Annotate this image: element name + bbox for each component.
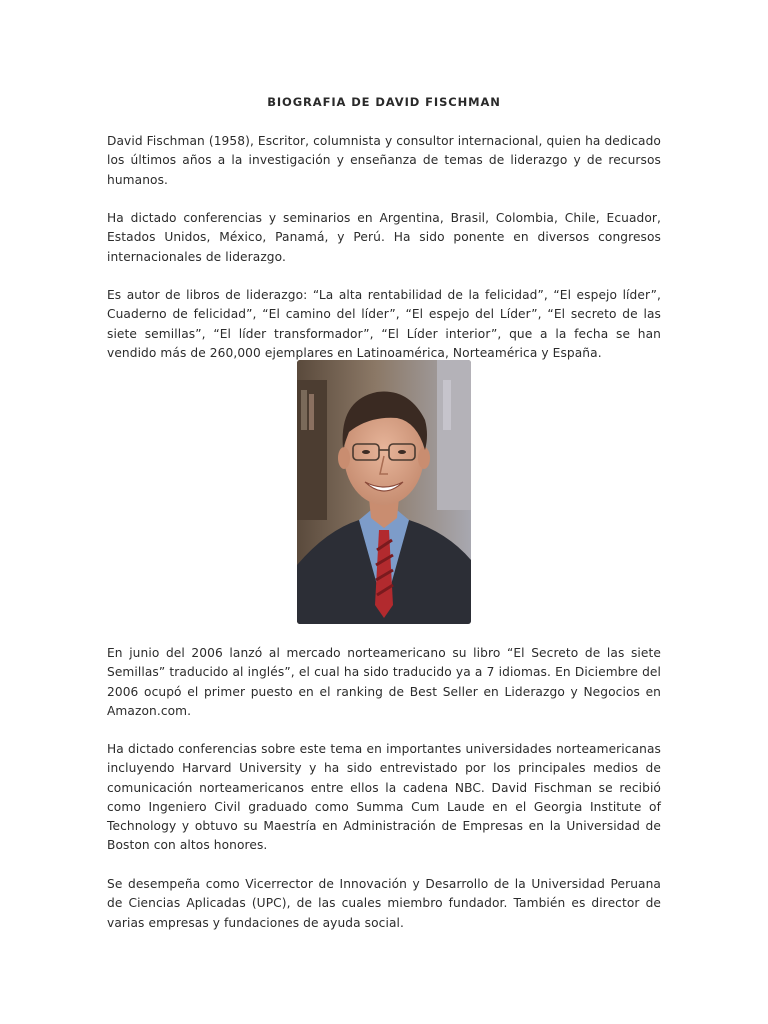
paragraph-conferences: Ha dictado conferencias y seminarios en Argentina, Brasil, Colombia, Chile, Ecuador, Estados Unidos, México, Panamá, y Perú. Ha sido ponente en diversos congresos internacionales de liderazgo. <box>107 211 661 264</box>
paragraph-book-launch: En junio del 2006 lanzó al mercado norteamericano su libro “El Secreto de las siete Semillas” traducido al inglés”, el cual ha sido traducido ya a 7 idiomas. En Diciembre del 2006 ocupó el primer puesto en el ranking de Best Seller en Liderazgo y Negocios en Amazon.com. <box>107 646 661 718</box>
paragraph-education: Ha dictado conferencias sobre este tema en importantes universidades norteamericanas incluyendo Harvard University y ha sido entrevistado por los principales medios de comunicación norteamericanos entre ellos la cadena NBC. David Fischman se recibió como Ingeniero Civil graduado como Summa Cum Laude en el Georgia Institute of Technology y obtuvo su Maestría en Administración de Empresas en la Universidad de Boston con altos honores. <box>107 742 661 853</box>
paragraph-current-role: Se desempeña como Vicerrector de Innovación y Desarrollo de la Universidad Peruana de Ciencias Aplicadas (UPC), de las cuales miembro fundador. También es director de varias empresas y fundaciones de ayuda social. <box>107 877 661 930</box>
paragraph-intro: David Fischman (1958), Escritor, columnista y consultor internacional, quien ha dedicado los últimos años a la investigación y enseñanza de temas de liderazgo y de recursos humanos. <box>107 134 661 187</box>
document-title: BIOGRAFIA DE DAVID FISCHMAN <box>267 95 501 109</box>
portrait-photo <box>297 360 471 624</box>
paragraph-books: Es autor de libros de liderazgo: “La alta rentabilidad de la felicidad”, “El espejo líder”, Cuaderno de felicidad”, “El camino del líder”, “El espejo del Líder”, “El secreto de las siete semillas”, “El líder transformador”, “El Líder interior”, que a la fecha se han vendido más de 260,000 ejemplares en Latinoamérica, Norteamérica y España. <box>107 288 661 360</box>
